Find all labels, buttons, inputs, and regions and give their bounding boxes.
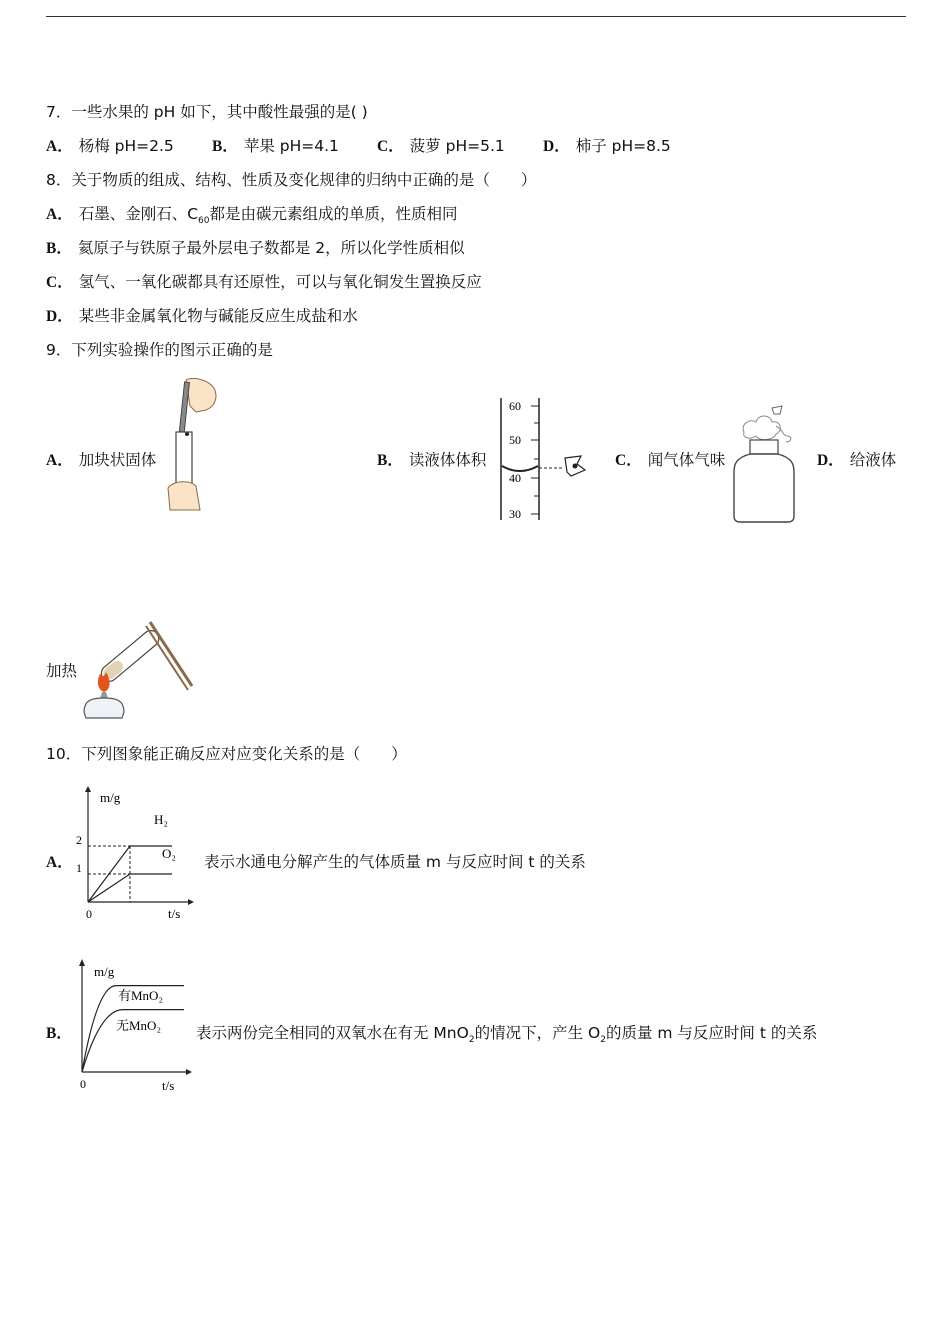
- q9-b-text: 读液体体积: [408, 451, 487, 469]
- q8-stem: 8．关于物质的组成、结构、性质及变化规律的归纳中正确的是（ ）: [46, 171, 537, 189]
- q8-d-label: D．: [46, 308, 73, 325]
- series-label-with-mno2: 有MnO₂: [118, 988, 163, 1003]
- q9-a-text: 加块状固体: [78, 451, 157, 469]
- q9-c-text: 闻气体气味: [647, 451, 726, 469]
- x-axis-label: t/s: [168, 906, 181, 921]
- q7-b-text: 苹果 pH=4.1: [243, 137, 339, 155]
- q9-stem: 9．下列实验操作的图示正确的是: [46, 341, 273, 359]
- q8-a-sub: 60: [198, 216, 210, 227]
- q8-b-label: B．: [46, 240, 72, 257]
- heat-liquid-figure: [78, 612, 196, 724]
- q7-option-a[interactable]: [46, 136, 174, 157]
- top-rule: [46, 16, 906, 17]
- q8-a-label: A．: [46, 206, 73, 223]
- y-axis-label: m/g: [100, 790, 121, 805]
- water-electrolysis-chart: [70, 782, 200, 924]
- cylinder-tick-30: 30: [509, 507, 521, 521]
- q7-b-label: B．: [212, 138, 238, 155]
- cylinder-tick-50: 50: [509, 433, 521, 447]
- q9-a-label: A．: [46, 452, 73, 469]
- q8-option-c[interactable]: [46, 272, 482, 293]
- origin-label: 0: [86, 907, 92, 921]
- q10-option-a-desc[interactable]: 表示水通电分解产生的气体质量 m 与反应时间 t 的关系: [204, 853, 586, 871]
- q9-option-d[interactable]: [817, 450, 896, 471]
- q7-c-text: 菠萝 pH=5.1: [409, 137, 505, 155]
- q8-option-d[interactable]: [46, 306, 358, 327]
- q8-d-text: 某些非金属氧化物与碱能反应生成盐和水: [78, 307, 358, 325]
- q9-option-b[interactable]: [377, 450, 486, 471]
- series-label-h2: H₂: [154, 812, 168, 827]
- y-tick-1: 1: [76, 861, 82, 875]
- read-volume-figure: [495, 396, 595, 522]
- q10-option-b-label[interactable]: B．: [46, 1025, 72, 1042]
- q8-option-a[interactable]: [46, 204, 458, 231]
- q9-b-label: B．: [377, 452, 403, 469]
- smell-gas-figure: [730, 402, 800, 524]
- add-solid-figure: [160, 376, 220, 516]
- q8-option-b[interactable]: [46, 238, 465, 259]
- q7-a-label: A．: [46, 138, 73, 155]
- q7-option-c[interactable]: [377, 136, 505, 157]
- q9-d-label: D．: [817, 452, 844, 469]
- x-axis-label: t/s: [162, 1078, 175, 1093]
- q8-b-text: 氦原子与铁原子最外层电子数都是 2，所以化学性质相似: [77, 239, 465, 257]
- q7-stem: 7．一些水果的 pH 如下，其中酸性最强的是( ): [46, 103, 368, 121]
- cylinder-tick-60: 60: [509, 399, 521, 413]
- series-label-o2: O₂: [162, 846, 176, 861]
- q8-a-text-1: 石墨、金刚石、C: [78, 205, 199, 223]
- series-label-without-mno2: 无MnO₂: [116, 1018, 161, 1033]
- q10-stem: 10．下列图象能正确反应对应变化关系的是（ ）: [46, 745, 407, 763]
- q9-option-a[interactable]: [46, 450, 156, 471]
- q9-c-label: C．: [615, 452, 642, 469]
- q8-c-text: 氢气、一氧化碳都具有还原性，可以与氧化铜发生置换反应: [78, 273, 482, 291]
- q8-c-label: C．: [46, 274, 73, 291]
- q8-a-text-2: 都是由碳元素组成的单质，性质相同: [209, 205, 458, 223]
- cylinder-tick-40: 40: [509, 471, 521, 485]
- q7-d-label: D．: [543, 138, 570, 155]
- q7-c-label: C．: [377, 138, 404, 155]
- q9-option-c[interactable]: [615, 450, 725, 471]
- origin-label: 0: [80, 1077, 86, 1091]
- q10-option-b-desc[interactable]: 表示两份完全相同的双氧水在有无 MnO$_2$的情况下，产生 $O_2$的质量 m 与反应时间 t 的关系: [196, 1024, 818, 1046]
- h2o2-decomposition-chart: [66, 954, 198, 1096]
- q7-d-text: 柿子 pH=8.5: [575, 137, 671, 155]
- q10-option-a-label[interactable]: A．: [46, 854, 73, 871]
- q9-d-text: 给液体: [849, 451, 897, 469]
- q7-option-b[interactable]: [212, 136, 339, 157]
- q7-a-text: 杨梅 pH=2.5: [78, 137, 174, 155]
- q7-option-d[interactable]: [543, 136, 671, 157]
- q9-d-continued: 加热: [46, 662, 78, 680]
- y-axis-label: m/g: [94, 964, 115, 979]
- y-tick-2: 2: [76, 833, 82, 847]
